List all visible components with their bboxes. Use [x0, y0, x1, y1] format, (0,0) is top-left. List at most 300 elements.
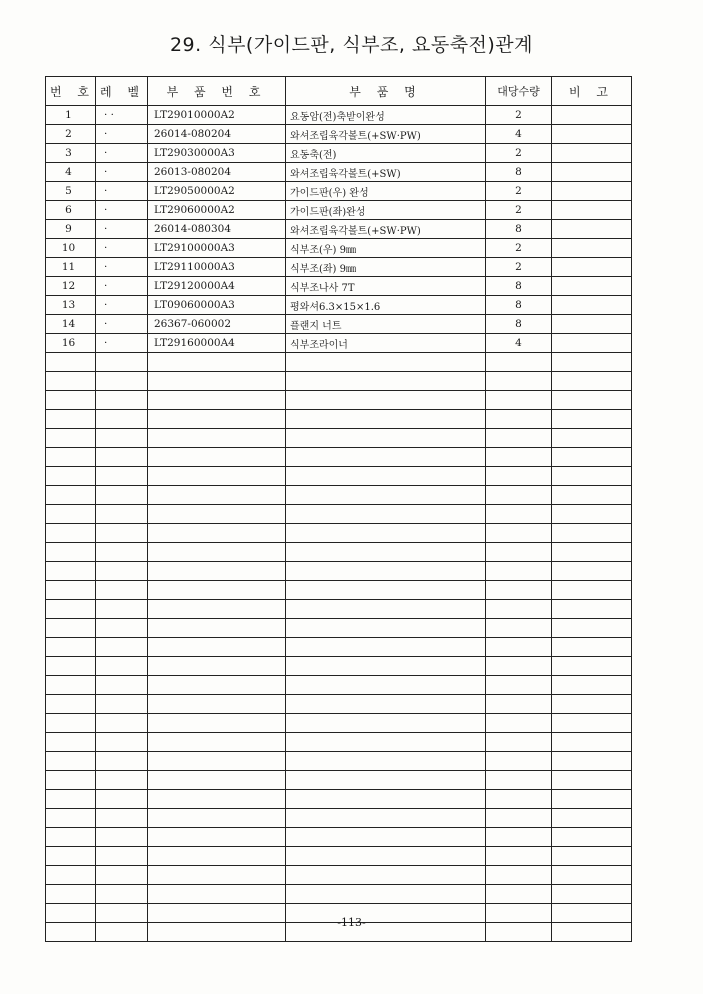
- row-part-name: 식부조(우) 9㎜: [286, 239, 486, 258]
- empty-table-row: [46, 543, 632, 562]
- row-remarks: [552, 277, 632, 296]
- parts-table: [45, 76, 632, 942]
- empty-cell: [148, 866, 286, 885]
- empty-cell: [148, 524, 286, 543]
- table-row: [46, 125, 632, 144]
- empty-table-row: [46, 429, 632, 448]
- empty-cell: [552, 467, 632, 486]
- empty-cell: [148, 505, 286, 524]
- row-quantity: 8: [486, 277, 552, 296]
- empty-cell: [148, 657, 286, 676]
- row-remarks: [552, 296, 632, 315]
- row-part-number: LT29060000A2: [148, 201, 286, 220]
- empty-cell: [96, 847, 148, 866]
- empty-table-row: [46, 733, 632, 752]
- row-level: ·: [96, 201, 148, 220]
- page-number: -113-: [337, 916, 366, 929]
- table-row: [46, 182, 632, 201]
- empty-cell: [286, 391, 486, 410]
- empty-table-row: [46, 581, 632, 600]
- row-number: 9: [46, 220, 96, 239]
- row-remarks: [552, 182, 632, 201]
- table-header-row: [46, 77, 632, 106]
- empty-cell: [148, 467, 286, 486]
- empty-cell: [552, 562, 632, 581]
- row-level: ·: [96, 258, 148, 277]
- empty-cell: [552, 638, 632, 657]
- row-quantity: 2: [486, 144, 552, 163]
- empty-cell: [552, 885, 632, 904]
- empty-cell: [46, 410, 96, 429]
- row-quantity: 4: [486, 334, 552, 353]
- empty-cell: [96, 372, 148, 391]
- empty-cell: [148, 752, 286, 771]
- empty-table-row: [46, 752, 632, 771]
- empty-cell: [486, 505, 552, 524]
- empty-cell: [486, 809, 552, 828]
- table-row: [46, 296, 632, 315]
- row-quantity: 2: [486, 201, 552, 220]
- empty-cell: [46, 486, 96, 505]
- row-quantity: 4: [486, 125, 552, 144]
- row-part-name: 가이드판(우) 완성: [286, 182, 486, 201]
- empty-cell: [552, 391, 632, 410]
- empty-cell: [96, 790, 148, 809]
- empty-cell: [486, 771, 552, 790]
- empty-cell: [46, 866, 96, 885]
- parts-table-wrapper: [45, 76, 632, 942]
- empty-cell: [96, 619, 148, 638]
- header-quantity: 대당수량: [486, 77, 552, 106]
- row-part-name: 와셔조립육각볼트(+SW·PW): [286, 125, 486, 144]
- empty-cell: [552, 828, 632, 847]
- table-row: [46, 334, 632, 353]
- empty-cell: [96, 714, 148, 733]
- empty-cell: [552, 410, 632, 429]
- row-level: ·: [96, 182, 148, 201]
- row-level: ·: [96, 277, 148, 296]
- empty-cell: [46, 391, 96, 410]
- page-title: 29. 식부(가이드판, 식부조, 요동축전)관계: [169, 34, 534, 56]
- row-remarks: [552, 258, 632, 277]
- empty-cell: [46, 353, 96, 372]
- empty-cell: [286, 486, 486, 505]
- row-part-name: 와셔조립육각볼트(+SW·PW): [286, 220, 486, 239]
- empty-cell: [148, 733, 286, 752]
- row-quantity: 2: [486, 106, 552, 125]
- empty-cell: [286, 448, 486, 467]
- empty-cell: [148, 714, 286, 733]
- empty-cell: [148, 847, 286, 866]
- empty-cell: [46, 619, 96, 638]
- empty-cell: [486, 467, 552, 486]
- empty-cell: [96, 581, 148, 600]
- empty-cell: [552, 771, 632, 790]
- empty-cell: [552, 866, 632, 885]
- empty-cell: [96, 657, 148, 676]
- empty-table-row: [46, 562, 632, 581]
- empty-table-row: [46, 657, 632, 676]
- empty-cell: [286, 638, 486, 657]
- empty-cell: [486, 619, 552, 638]
- empty-table-row: [46, 600, 632, 619]
- empty-cell: [552, 809, 632, 828]
- empty-cell: [486, 790, 552, 809]
- empty-cell: [486, 391, 552, 410]
- row-quantity: 8: [486, 220, 552, 239]
- empty-cell: [552, 524, 632, 543]
- empty-cell: [286, 429, 486, 448]
- table-row: [46, 315, 632, 334]
- empty-cell: [148, 353, 286, 372]
- empty-cell: [148, 885, 286, 904]
- empty-cell: [148, 695, 286, 714]
- empty-table-row: [46, 467, 632, 486]
- empty-cell: [286, 847, 486, 866]
- empty-cell: [286, 562, 486, 581]
- empty-cell: [486, 581, 552, 600]
- empty-cell: [286, 828, 486, 847]
- empty-cell: [552, 600, 632, 619]
- empty-cell: [46, 372, 96, 391]
- empty-cell: [96, 429, 148, 448]
- empty-cell: [148, 410, 286, 429]
- row-level: ·: [96, 296, 148, 315]
- row-part-name: 식부조(좌) 9㎜: [286, 258, 486, 277]
- row-level: ·: [96, 144, 148, 163]
- empty-table-row: [46, 695, 632, 714]
- empty-cell: [96, 543, 148, 562]
- row-part-name: 플랜지 너트: [286, 315, 486, 334]
- empty-cell: [96, 885, 148, 904]
- empty-cell: [46, 505, 96, 524]
- row-part-number: 26367-060002: [148, 315, 286, 334]
- empty-cell: [286, 885, 486, 904]
- row-remarks: [552, 125, 632, 144]
- row-part-number: LT29100000A3: [148, 239, 286, 258]
- empty-cell: [552, 505, 632, 524]
- empty-cell: [46, 809, 96, 828]
- row-number: 10: [46, 239, 96, 258]
- empty-cell: [486, 657, 552, 676]
- row-level: ·: [96, 315, 148, 334]
- row-part-name: 평와셔6.3×15×1.6: [286, 296, 486, 315]
- empty-cell: [148, 486, 286, 505]
- empty-cell: [552, 657, 632, 676]
- row-remarks: [552, 163, 632, 182]
- empty-cell: [46, 714, 96, 733]
- empty-cell: [486, 714, 552, 733]
- empty-cell: [286, 372, 486, 391]
- empty-cell: [148, 771, 286, 790]
- empty-cell: [286, 657, 486, 676]
- empty-cell: [552, 733, 632, 752]
- empty-cell: [486, 676, 552, 695]
- empty-cell: [96, 486, 148, 505]
- empty-cell: [286, 505, 486, 524]
- header-level: 레 벨: [96, 77, 148, 106]
- empty-cell: [46, 543, 96, 562]
- row-part-name: 요동축(전): [286, 144, 486, 163]
- empty-cell: [96, 391, 148, 410]
- row-number: 1: [46, 106, 96, 125]
- empty-cell: [96, 828, 148, 847]
- header-remarks: 비 고: [552, 77, 632, 106]
- empty-table-row: [46, 771, 632, 790]
- empty-cell: [96, 866, 148, 885]
- row-part-number: 26014-080304: [148, 220, 286, 239]
- empty-cell: [148, 581, 286, 600]
- empty-cell: [96, 600, 148, 619]
- empty-cell: [96, 676, 148, 695]
- empty-cell: [286, 410, 486, 429]
- row-remarks: [552, 201, 632, 220]
- empty-cell: [46, 524, 96, 543]
- empty-cell: [552, 486, 632, 505]
- empty-table-row: [46, 885, 632, 904]
- empty-cell: [486, 733, 552, 752]
- empty-table-row: [46, 828, 632, 847]
- row-level: · ·: [96, 106, 148, 125]
- empty-cell: [46, 581, 96, 600]
- empty-cell: [46, 429, 96, 448]
- empty-cell: [552, 353, 632, 372]
- empty-cell: [286, 467, 486, 486]
- row-number: 2: [46, 125, 96, 144]
- row-number: 13: [46, 296, 96, 315]
- table-body: [46, 106, 632, 942]
- table-row: [46, 239, 632, 258]
- row-part-number: 26013-080204: [148, 163, 286, 182]
- row-part-name: 식부조라이너: [286, 334, 486, 353]
- empty-cell: [552, 752, 632, 771]
- empty-cell: [486, 866, 552, 885]
- empty-cell: [46, 600, 96, 619]
- row-number: 6: [46, 201, 96, 220]
- empty-table-row: [46, 638, 632, 657]
- row-level: ·: [96, 163, 148, 182]
- empty-cell: [148, 448, 286, 467]
- row-part-number: LT29110000A3: [148, 258, 286, 277]
- empty-table-row: [46, 486, 632, 505]
- empty-cell: [286, 619, 486, 638]
- row-part-name: 식부조나사 7T: [286, 277, 486, 296]
- empty-table-row: [46, 372, 632, 391]
- row-quantity: 8: [486, 163, 552, 182]
- empty-cell: [486, 638, 552, 657]
- empty-cell: [486, 524, 552, 543]
- empty-cell: [552, 372, 632, 391]
- empty-cell: [96, 752, 148, 771]
- empty-table-row: [46, 391, 632, 410]
- table-row: [46, 106, 632, 125]
- table-row: [46, 201, 632, 220]
- empty-cell: [96, 809, 148, 828]
- empty-cell: [286, 771, 486, 790]
- empty-cell: [486, 353, 552, 372]
- empty-cell: [552, 448, 632, 467]
- row-quantity: 2: [486, 182, 552, 201]
- empty-cell: [96, 771, 148, 790]
- row-quantity: 8: [486, 315, 552, 334]
- row-number: 5: [46, 182, 96, 201]
- empty-cell: [96, 562, 148, 581]
- empty-cell: [486, 410, 552, 429]
- empty-cell: [46, 676, 96, 695]
- empty-table-row: [46, 714, 632, 733]
- empty-cell: [486, 543, 552, 562]
- empty-cell: [96, 524, 148, 543]
- empty-cell: [46, 448, 96, 467]
- empty-cell: [286, 733, 486, 752]
- empty-cell: [286, 353, 486, 372]
- empty-cell: [46, 657, 96, 676]
- row-part-number: 26014-080204: [148, 125, 286, 144]
- row-remarks: [552, 239, 632, 258]
- empty-cell: [286, 714, 486, 733]
- empty-cell: [486, 847, 552, 866]
- empty-cell: [286, 695, 486, 714]
- empty-cell: [148, 809, 286, 828]
- table-row: [46, 277, 632, 296]
- empty-cell: [552, 619, 632, 638]
- empty-cell: [552, 714, 632, 733]
- empty-cell: [148, 638, 286, 657]
- empty-table-row: [46, 448, 632, 467]
- header-part-number: 부 품 번 호: [148, 77, 286, 106]
- empty-table-row: [46, 505, 632, 524]
- empty-cell: [286, 752, 486, 771]
- empty-cell: [148, 676, 286, 695]
- empty-cell: [148, 619, 286, 638]
- empty-cell: [46, 638, 96, 657]
- row-part-number: LT29050000A2: [148, 182, 286, 201]
- row-part-name: 가이드판(좌)완성: [286, 201, 486, 220]
- empty-table-row: [46, 524, 632, 543]
- table-row: [46, 220, 632, 239]
- empty-cell: [96, 410, 148, 429]
- empty-table-row: [46, 866, 632, 885]
- row-part-number: LT09060000A3: [148, 296, 286, 315]
- table-row: [46, 258, 632, 277]
- empty-cell: [486, 448, 552, 467]
- row-remarks: [552, 334, 632, 353]
- empty-cell: [46, 467, 96, 486]
- empty-table-row: [46, 619, 632, 638]
- empty-cell: [486, 372, 552, 391]
- empty-cell: [46, 562, 96, 581]
- empty-cell: [552, 676, 632, 695]
- row-number: 4: [46, 163, 96, 182]
- row-number: 3: [46, 144, 96, 163]
- empty-cell: [46, 771, 96, 790]
- empty-table-row: [46, 353, 632, 372]
- row-remarks: [552, 220, 632, 239]
- empty-cell: [148, 429, 286, 448]
- row-level: ·: [96, 220, 148, 239]
- empty-cell: [286, 600, 486, 619]
- empty-cell: [96, 505, 148, 524]
- row-part-name: 와셔조립육각볼트(+SW): [286, 163, 486, 182]
- empty-cell: [552, 429, 632, 448]
- table-row: [46, 144, 632, 163]
- empty-cell: [96, 695, 148, 714]
- row-part-number: LT29160000A4: [148, 334, 286, 353]
- row-number: 11: [46, 258, 96, 277]
- row-quantity: 2: [486, 239, 552, 258]
- empty-cell: [486, 486, 552, 505]
- row-quantity: 8: [486, 296, 552, 315]
- empty-cell: [286, 543, 486, 562]
- empty-cell: [46, 733, 96, 752]
- row-remarks: [552, 144, 632, 163]
- row-level: ·: [96, 239, 148, 258]
- row-part-number: LT29030000A3: [148, 144, 286, 163]
- empty-cell: [286, 809, 486, 828]
- empty-cell: [148, 543, 286, 562]
- empty-cell: [148, 600, 286, 619]
- empty-cell: [96, 353, 148, 372]
- table-row: [46, 163, 632, 182]
- empty-cell: [46, 847, 96, 866]
- empty-cell: [552, 790, 632, 809]
- row-number: 12: [46, 277, 96, 296]
- empty-cell: [46, 790, 96, 809]
- row-remarks: [552, 315, 632, 334]
- empty-table-row: [46, 676, 632, 695]
- empty-cell: [486, 752, 552, 771]
- empty-cell: [486, 695, 552, 714]
- empty-cell: [552, 543, 632, 562]
- row-remarks: [552, 106, 632, 125]
- empty-cell: [286, 581, 486, 600]
- row-number: 14: [46, 315, 96, 334]
- empty-cell: [486, 562, 552, 581]
- empty-table-row: [46, 809, 632, 828]
- empty-cell: [46, 828, 96, 847]
- empty-cell: [486, 429, 552, 448]
- header-number: 번 호: [46, 77, 96, 106]
- empty-cell: [96, 448, 148, 467]
- empty-cell: [96, 638, 148, 657]
- row-part-name: 요동암(전)축받이완성: [286, 106, 486, 125]
- empty-cell: [286, 676, 486, 695]
- empty-cell: [96, 467, 148, 486]
- row-level: ·: [96, 334, 148, 353]
- row-part-number: LT29120000A4: [148, 277, 286, 296]
- empty-cell: [552, 847, 632, 866]
- empty-cell: [486, 885, 552, 904]
- empty-cell: [286, 866, 486, 885]
- row-level: ·: [96, 125, 148, 144]
- empty-cell: [96, 733, 148, 752]
- empty-cell: [46, 752, 96, 771]
- empty-cell: [148, 562, 286, 581]
- empty-cell: [286, 790, 486, 809]
- empty-cell: [148, 391, 286, 410]
- empty-cell: [148, 790, 286, 809]
- empty-cell: [148, 372, 286, 391]
- empty-table-row: [46, 790, 632, 809]
- empty-cell: [552, 581, 632, 600]
- empty-cell: [486, 828, 552, 847]
- empty-cell: [486, 600, 552, 619]
- empty-table-row: [46, 410, 632, 429]
- row-quantity: 2: [486, 258, 552, 277]
- empty-cell: [46, 695, 96, 714]
- empty-cell: [286, 524, 486, 543]
- empty-cell: [46, 885, 96, 904]
